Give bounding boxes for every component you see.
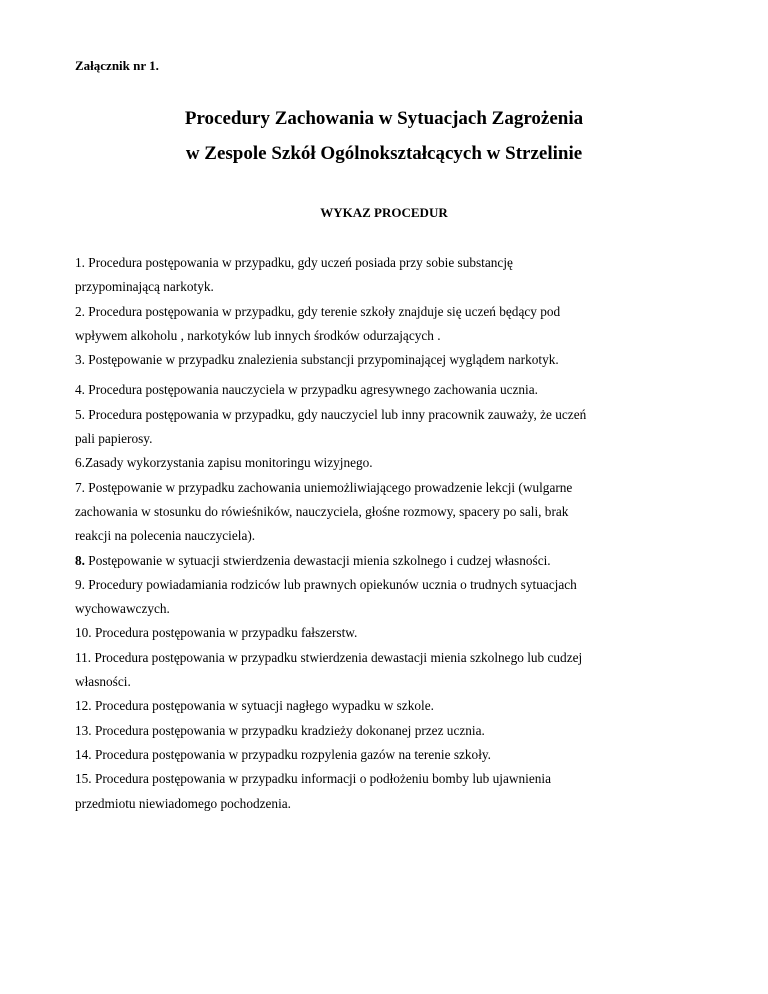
procedure-item xyxy=(75,719,715,743)
procedure-item xyxy=(75,403,715,452)
procedure-item xyxy=(75,743,715,767)
procedure-line: zachowania w stosunku do rówieśników, nauczyciela, głośne rozmowy, spacery po sali, brak xyxy=(75,503,569,519)
procedure-line: 15. Procedura postępowania w przypadku informacji o podłożeniu bomby lub ujawnienia xyxy=(75,771,551,787)
procedure-text: Postępowanie w sytuacji stwierdzenia dewastacji mienia szkolnego i cudzej własności. xyxy=(84,552,551,568)
procedure-line: 1. Procedura postępowania w przypadku, gdy uczeń posiada przy sobie substancję xyxy=(75,255,513,270)
procedure-item xyxy=(75,348,715,372)
procedure-line: 5. Procedura postępowania w przypadku, gdy nauczyciel lub inny pracownik zauważy, że uczeń xyxy=(75,406,587,422)
document-title-line-1: Procedury Zachowania w Sytuacjach Zagrożenia xyxy=(184,108,584,129)
procedure-number: 8. xyxy=(75,552,85,568)
procedure-item xyxy=(75,251,715,300)
procedure-item xyxy=(75,694,715,718)
procedures-list xyxy=(75,251,715,816)
procedure-line: 9. Procedury powiadamiania rodziców lub prawnych opiekunów ucznia o trudnych sytuacjach xyxy=(75,576,577,592)
procedure-line: pali papierosy. xyxy=(75,431,153,447)
procedure-line: 11. Procedura postępowania w przypadku stwierdzenia dewastacji mienia szkolnego lub cudzej xyxy=(75,649,583,665)
procedures-list-heading: WYKAZ PROCEDUR xyxy=(320,205,448,220)
procedure-line: 14. Procedura postępowania w przypadku rozpylenia gazów na terenie szkoły. xyxy=(75,746,491,762)
procedure-line: własności. xyxy=(75,674,131,690)
procedure-line: 12. Procedura postępowania w sytuacji nagłego wypadku w szkole. xyxy=(75,698,434,714)
procedure-item xyxy=(75,451,715,475)
procedure-line: 10. Procedura postępowania w przypadku fałszerstw. xyxy=(75,625,358,641)
procedure-line: przypominającą narkotyk. xyxy=(75,279,214,295)
procedure-item xyxy=(75,549,715,573)
procedure-line: reakcji na polecenia nauczyciela). xyxy=(75,528,256,544)
procedure-line: przedmiotu niewiadomego pochodzenia. xyxy=(75,795,292,811)
procedure-line: wychowawczych. xyxy=(75,601,170,617)
procedure-item xyxy=(75,476,715,549)
procedure-line: 13. Procedura postępowania w przypadku kradzieży dokonanej przez ucznia. xyxy=(75,722,485,738)
procedure-item xyxy=(75,621,715,645)
procedure-line: wpływem alkoholu , narkotyków lub innych środków odurzających . xyxy=(75,327,441,343)
document-title-line-2: w Zespole Szkół Ogólnokształcących w Strzelinie xyxy=(185,143,583,164)
procedure-item xyxy=(75,767,715,816)
procedure-line: 3. Postępowanie w przypadku znalezienia substancji przypominającej wyglądem narkotyk. xyxy=(75,352,559,368)
procedure-line: 2. Procedura postępowania w przypadku, gdy terenie szkoły znajduje się uczeń będący pod xyxy=(75,303,561,319)
procedure-line: 4. Procedura postępowania nauczyciela w przypadku agresywnego zachowania ucznia. xyxy=(75,382,538,398)
procedure-item xyxy=(75,573,715,622)
procedure-item xyxy=(75,300,715,349)
procedure-item xyxy=(75,646,715,695)
annex-label: Załącznik nr 1. xyxy=(75,58,159,73)
procedure-line: 6.Zasady wykorzystania zapisu monitoringu wizyjnego. xyxy=(75,455,373,471)
procedure-item xyxy=(75,378,715,402)
procedure-line: 7. Postępowanie w przypadku zachowania uniemożliwiającego prowadzenie lekcji (wulgarne xyxy=(75,479,573,495)
procedure-line xyxy=(75,549,715,573)
